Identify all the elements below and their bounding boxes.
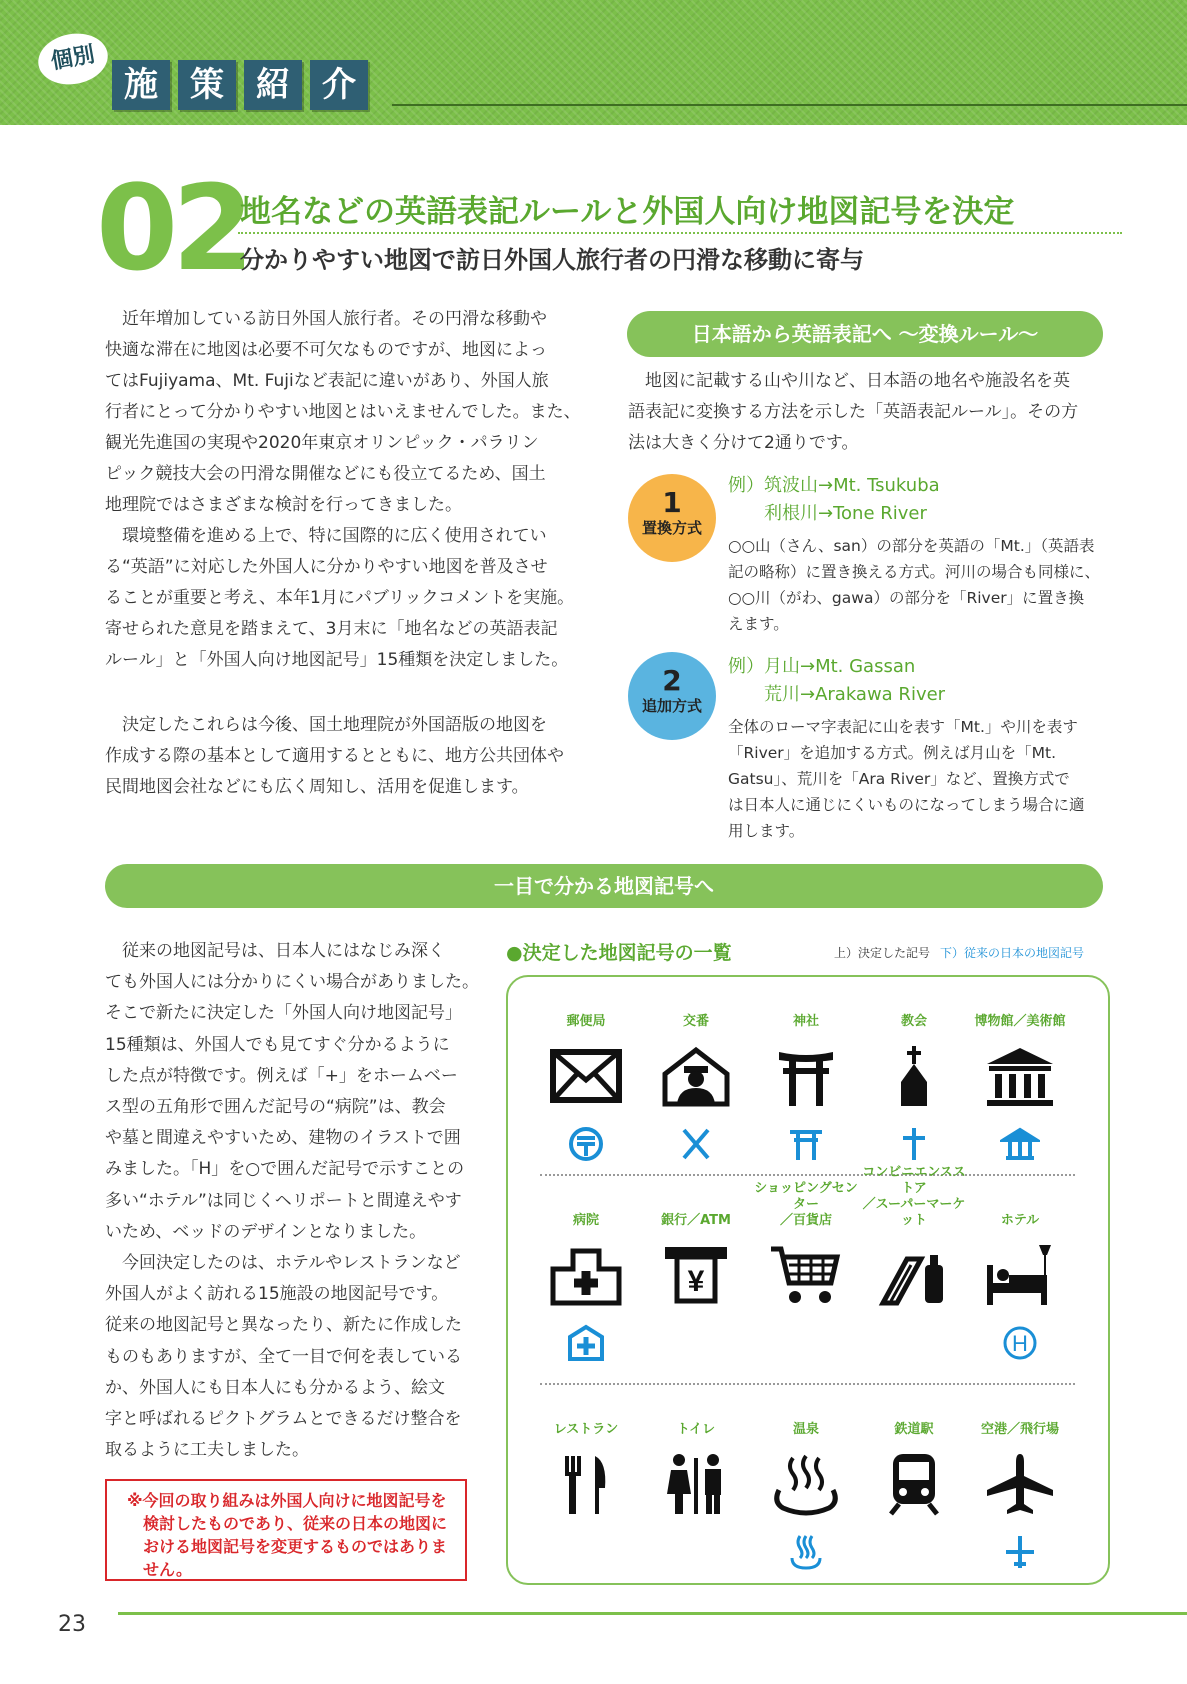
- text-line: 快適な滞在に地図は必要不可欠なものですが、地図によっ: [105, 340, 547, 360]
- text-line: 決定したこれらは今後、国土地理院が外国語版の地図を: [105, 715, 547, 735]
- text-line: 観光先進国の実現や2020年東京オリンピック・パラリン: [105, 433, 539, 453]
- text-line: そこで新たに決定した「外国人向け地図記号」: [105, 1003, 462, 1024]
- fork-knife-icon: [549, 1452, 623, 1516]
- header-title-char-2: 策: [178, 60, 236, 110]
- method-1-example-2: 利根川→Tone River: [728, 503, 927, 524]
- hotel-h-glyph: H: [1012, 1331, 1028, 1356]
- text-line: ピック競技大会の円滑な開催などにも役立てるため、国土: [105, 464, 546, 484]
- symbol-onsen: [750, 1404, 862, 1576]
- text-line: 「River」を追加する方式。例えば月山を「Mt.: [728, 744, 1057, 762]
- symbol-list-title: ●決定した地図記号の一覧: [506, 942, 732, 964]
- text-line: 従来の地図記号と異なったり、新たに作成した: [105, 1315, 462, 1336]
- text-line: てはFujiyama、Mt. Fujiなど表記に違いがあり、外国人旅: [105, 371, 549, 391]
- symbol-label: 郵便局: [566, 1014, 606, 1029]
- symbol-post-office: [530, 996, 642, 1168]
- text-line: か、外国人にも日本人にも分かるよう、絵文: [105, 1377, 445, 1398]
- text-line: 地理院ではさまざまな検討を行ってきました。: [105, 495, 462, 515]
- header-title-char-1: 施: [112, 60, 170, 110]
- rule-heading: 日本語から英語表記へ ～変換ルール～: [627, 311, 1103, 357]
- text-line: 記の略称）に置き換える方式。河川の場合も同様に、: [728, 563, 1101, 581]
- airplane-icon: [983, 1452, 1057, 1516]
- method-2-number: 2: [662, 664, 682, 697]
- note-line: ※今回の取り組みは外国人向けに地図記号を: [127, 1491, 447, 1510]
- text-line: した点が特徴です。例えば「+」をホームベー: [105, 1065, 458, 1086]
- old-police-box-icon: [676, 1124, 716, 1164]
- symbol-label: 鉄道駅: [894, 1422, 934, 1437]
- symbol-police-box: [640, 996, 752, 1168]
- row-divider: [540, 1383, 1075, 1385]
- method-1-circle: [628, 474, 716, 562]
- text-line: 近年増加している訪日外国人旅行者。その円滑な移動や: [105, 309, 547, 329]
- text-line: 用します。: [728, 822, 805, 840]
- legend-upper: 上）決定した記号: [834, 946, 931, 960]
- note-line: せん。: [127, 1560, 192, 1579]
- intro-paragraph-2: [105, 710, 605, 803]
- text-line: 全体のローマ字表記に山を表す「Mt.」や川を表す: [728, 718, 1078, 736]
- symbol-church: [858, 996, 970, 1168]
- symbol-label: ホテル: [1000, 1213, 1040, 1228]
- text-line: 今回決定したのは、ホテルやレストランなど: [105, 1253, 461, 1274]
- text-line: 法は大きく分けて2通りです。: [628, 433, 859, 453]
- text-line: いため、ベッドのデザインとなりました。: [105, 1221, 427, 1242]
- text-line: 字と呼ばれるピクトグラムとできるだけ整合を: [105, 1409, 462, 1430]
- symbol-bank-atm: [640, 1195, 752, 1363]
- old-hospital-icon: [566, 1323, 606, 1363]
- section-number: 02: [96, 159, 249, 297]
- hot-spring-icon: [769, 1452, 843, 1516]
- symbol-airport: [964, 1404, 1076, 1576]
- envelope-icon: [549, 1044, 623, 1108]
- symbol-label: ショッピングセンター ／百貨店: [754, 1181, 858, 1228]
- shopping-cart-icon: [769, 1243, 843, 1307]
- section-title: 地名などの英語表記ルールと外国人向け地図記号を決定: [240, 194, 1015, 230]
- symbol-label: 交番: [682, 1014, 709, 1029]
- text-line: ることが重要と考え、本年1月にパブリックコメントを実施。: [105, 588, 575, 608]
- row-divider: [540, 1174, 1075, 1176]
- symbol-label: 博物館／美術館: [974, 1014, 1066, 1029]
- method-2-example-1: 例）月山→Mt. Gassan: [728, 656, 916, 677]
- note-line: おける地図記号を変更するものではありま: [127, 1537, 448, 1556]
- yen-atm-icon: [659, 1243, 733, 1307]
- method-1-example-1: 例）筑波山→Mt. Tsukuba: [728, 475, 940, 496]
- symbol-label: 銀行／ATM: [661, 1213, 731, 1228]
- yen-glyph: ¥: [687, 1265, 705, 1298]
- toilet-icon: [659, 1452, 733, 1516]
- method-2-description: [728, 714, 1120, 844]
- header-title-char-4: 介: [310, 60, 368, 110]
- symbol-museum: [964, 996, 1076, 1168]
- text-line: 寄せられた意見を踏まえて、3月末に「地名などの英語表記: [105, 619, 558, 639]
- method-2-circle: [628, 652, 716, 740]
- symbol-shopping-center: [750, 1181, 862, 1363]
- symbol-toilet: [640, 1404, 752, 1572]
- text-line: 15種類は、外国人でも見てすぐ分かるように: [105, 1034, 450, 1055]
- method-1-description: [728, 533, 1120, 637]
- symbol-convenience-store: [858, 1165, 970, 1363]
- note-box: [105, 1479, 467, 1581]
- symbol-label: 温泉: [792, 1422, 819, 1437]
- museum-icon: [983, 1044, 1057, 1108]
- title-divider: [238, 232, 1122, 234]
- bed-icon: [983, 1243, 1057, 1307]
- symbol-label: 病院: [572, 1213, 599, 1228]
- text-line: ス型の五角形で囲んだ記号の“病院”は、教会: [105, 1097, 446, 1118]
- text-line: 作成する際の基本として適用するとともに、地方公共団体や: [105, 746, 564, 766]
- symbol-train-station: [858, 1404, 970, 1572]
- note-line: 検討したものであり、従来の日本の地図に: [127, 1514, 448, 1533]
- text-line: Gatsu」、荒川を「Ara River」など、置換方式で: [728, 770, 1070, 788]
- symbol-label: 教会: [900, 1014, 927, 1029]
- text-line: 環境整備を進める上で、特に国際的に広く使用されてい: [105, 526, 547, 546]
- text-line: 多い“ホテル”は同じくヘリポートと間違えやす: [105, 1190, 462, 1211]
- hospital-icon: [549, 1243, 623, 1307]
- old-hotel-icon: [1000, 1323, 1040, 1363]
- symbol-hospital: [530, 1195, 642, 1367]
- symbol-label: トイレ: [676, 1422, 716, 1437]
- text-line: ものもありますが、全て一目で何を表している: [105, 1346, 462, 1367]
- church-icon: [877, 1044, 951, 1108]
- header-title-char-3: 紹: [244, 60, 302, 110]
- symbol-restaurant: [530, 1404, 642, 1572]
- text-line: 取るように工夫しました。: [105, 1440, 309, 1461]
- symbol-label: 空港／飛行場: [980, 1422, 1059, 1437]
- old-church-icon: [894, 1124, 934, 1164]
- old-airport-icon: [1000, 1532, 1040, 1572]
- header-rule: [392, 104, 1187, 106]
- method-1-name: 置換方式: [641, 519, 702, 537]
- symbol-label: 神社: [792, 1014, 819, 1029]
- text-line: えます。: [728, 615, 789, 633]
- text-line: 民間地図会社などにも広く周知し、活用を促進します。: [105, 777, 529, 797]
- page-number: 23: [58, 1612, 86, 1637]
- old-shrine-icon: [786, 1124, 826, 1164]
- old-post-office-icon: [566, 1124, 606, 1164]
- old-onsen-icon: [786, 1532, 826, 1572]
- rule-intro: [628, 366, 1108, 459]
- text-line: みました。「H」を○で囲んだ記号で示すことの: [105, 1159, 465, 1180]
- method-1-number: 1: [662, 486, 682, 519]
- police-officer-icon: [659, 1044, 733, 1108]
- kobetsu-badge: 個別: [34, 28, 112, 89]
- symbols-heading: 一目で分かる地図記号へ: [105, 864, 1103, 908]
- text-line: 語表記に変換する方法を示した「英語表記ルール」。その方: [628, 402, 1079, 422]
- text-line: 外国人がよく訪れる15施設の地図記号です。: [105, 1284, 449, 1305]
- symbol-label: レストラン: [553, 1422, 619, 1437]
- symbol-label: コンビニエンスストア ／スーパーマーケット: [862, 1165, 966, 1228]
- symbol-shrine: [750, 996, 862, 1168]
- text-line: は日本人に通じにくいものになってしまう場合に適: [728, 796, 1085, 814]
- method-2-example-2: 荒川→Arakawa River: [728, 684, 946, 705]
- method-2-name: 追加方式: [641, 697, 702, 715]
- text-line: ルール」と「外国人向け地図記号」15種類を決定しました。: [105, 650, 569, 670]
- symbols-paragraph: [105, 936, 495, 1466]
- text-line: ても外国人には分かりにくい場合がありました。: [105, 972, 479, 993]
- convenience-store-icon: [877, 1243, 951, 1307]
- text-line: ○○山（さん、san）の部分を英語の「Mt.」（英語表: [728, 537, 1095, 555]
- text-line: ○○川（がわ、gawa）の部分を「River」に置き換: [728, 589, 1085, 607]
- section-subtitle: 分かりやすい地図で訪日外国人旅行者の円滑な移動に寄与: [240, 246, 864, 274]
- torii-icon: [769, 1044, 843, 1108]
- text-line: る“英語”に対応した外国人に分かりやすい地図を普及させ: [105, 557, 548, 577]
- intro-paragraph-1: [105, 304, 605, 676]
- text-line: 地図に記載する山や川など、日本語の地名や施設名を英: [628, 371, 1070, 391]
- legend-lower: 下）従来の日本の地図記号: [940, 946, 1085, 960]
- text-line: 従来の地図記号は、日本人にはなじみ深く: [105, 941, 445, 961]
- symbol-hotel: [964, 1195, 1076, 1367]
- footer-rule: [118, 1612, 1187, 1615]
- old-museum-icon: [1000, 1124, 1040, 1164]
- text-line: や墓と間違えやすいため、建物のイラストで囲: [105, 1128, 461, 1149]
- train-icon: [877, 1452, 951, 1516]
- text-line: 行者にとって分かりやすい地図とはいえませんでした。また、: [105, 402, 581, 422]
